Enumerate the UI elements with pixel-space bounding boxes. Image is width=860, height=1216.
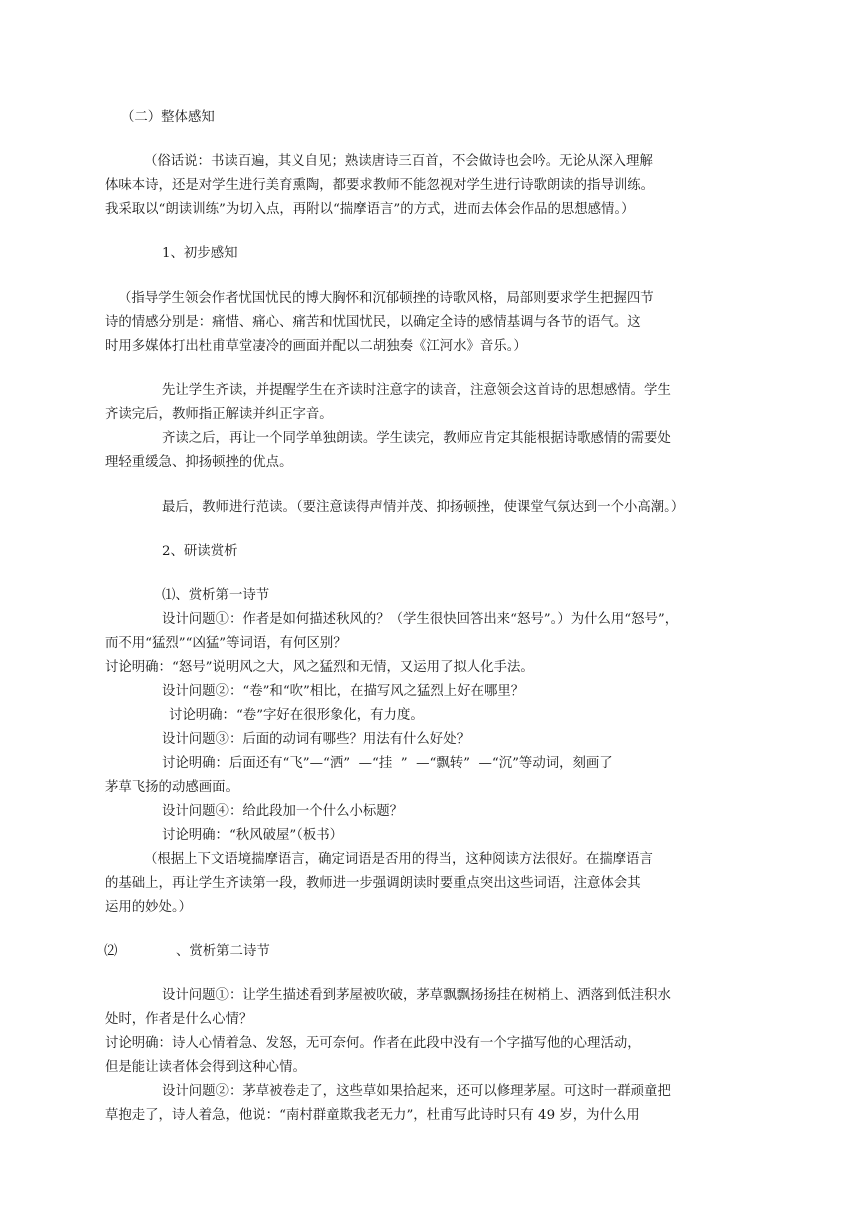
paragraph-line: 设计问题④：给此段加一个什么小标题？ [162, 804, 404, 819]
paragraph-line: 处时，作者是什么心情？ [105, 1012, 253, 1027]
paragraph-line: 而不用“猛烈”“凶猛”等词语，有何区别？ [105, 636, 347, 651]
subsection-heading: 、赏析第二诗节 [176, 944, 270, 959]
paragraph-line: 讨论明确：诗人心情着急、发怒，无可奈何。作者在此段中没有一个字描写他的心理活动， [105, 1036, 641, 1051]
paragraph-line: 设计问题①：让学生描述看到茅屋被吹破，茅草飘飘扬扬挂在树梢上、洒落到低洼积水 [162, 988, 671, 1003]
paragraph-line: （指导学生领会作者忧国忧民的博大胸怀和沉郁顿挫的诗歌风格，局部则要求学生把握四节 [118, 291, 654, 306]
section-title: （二）整体感知 [121, 110, 215, 125]
paragraph-line: 但是能让读者体会得到这种心情。 [105, 1060, 306, 1075]
paragraph-line: 的基础上，再让学生齐读第一段，教师进一步强调朗读时要重点突出这些词语，注意体会其 [105, 876, 641, 891]
paragraph-line: 设计问题③：后面的动词有哪些？用法有什么好处？ [162, 732, 470, 747]
paragraph-line: （根据上下文语境揣摩语言，确定词语是否用的得当，这种阅读方法很好。在揣摩语言 [144, 852, 653, 867]
paragraph-line: 讨论明确：“卷”字好在很形象化，有力度。 [169, 708, 424, 723]
subsection-heading: ⑴、赏析第一诗节 [162, 588, 270, 603]
paragraph-line: 讨论明确：“怒号”说明风之大，风之猛烈和无情，又运用了拟人化手法。 [105, 660, 534, 675]
paragraph-line: 时用多媒体打出杜甫草堂凄冷的画面并配以二胡独奏《江河水》音乐。） [105, 339, 527, 354]
subsection-heading: 1、初步感知 [162, 246, 238, 261]
paragraph-line: 设计问题②：“卷”和“吹”相比，在描写风之猛烈上好在哪里？ [162, 684, 525, 699]
subsection-heading: 2、研读赏析 [162, 544, 238, 559]
paragraph-line: 讨论明确：“秋风破屋”（板书） [162, 828, 344, 843]
paragraph-line: 我采取以“朗读训练”为切入点，再附以“揣摩语言”的方式，进而去体会作品的思想感情。） [105, 202, 635, 217]
paragraph-line: 草抱走了，诗人着急，他说：“南村群童欺我老无力”，杜甫写此诗时只有 49 岁，为什么用 [105, 1108, 640, 1123]
paragraph-line: 齐读完后，教师指正解读并纠正字音。 [105, 407, 333, 422]
paragraph-line: 体味本诗，还是对学生进行美育熏陶，都要求教师不能忽视对学生进行诗歌朗读的指导训练。 [105, 178, 655, 193]
paragraph-line: 最后，教师进行范读。（要注意读得声情并茂、抑扬顿挫，使课堂气氛达到一个小高潮。） [162, 500, 685, 515]
paragraph-line: 先让学生齐读，并提醒学生在齐读时注意字的读音，注意领会这首诗的思想感情。学生 [162, 383, 671, 398]
paragraph-line: 设计问题①：作者是如何描述秋风的？（学生很快回答出来“怒号”。）为什么用“怒号”， [162, 612, 679, 627]
paragraph-line: 齐读之后，再让一个同学单独朗读。学生读完，教师应肯定其能根据诗歌感情的需要处 [162, 431, 671, 446]
paragraph-line: 讨论明确：后面还有“飞”—“洒” —“挂 ” —“飘转” —“沉”等动词，刻画了 [162, 756, 613, 771]
paragraph-line: 诗的情感分别是：痛惜、痛心、痛苦和忧国忧民，以确定全诗的感情基调与各节的语气。这 [105, 315, 641, 330]
paragraph-line: 运用的妙处。） [105, 900, 193, 915]
paragraph-line: 理轻重缓急、抑扬顿挫的优点。 [105, 455, 293, 470]
paragraph-line: 设计问题②：茅草被卷走了，这些草如果拾起来，还可以修理茅屋。可这时一群顽童把 [162, 1084, 671, 1099]
paragraph-line: 茅草飞扬的动感画面。 [105, 780, 239, 795]
subsection-number: ⑵ [104, 944, 118, 959]
paragraph-line: （俗话说：书读百遍，其义自见；熟读唐诗三百首，不会做诗也会吟。无论从深入理解 [144, 154, 653, 169]
